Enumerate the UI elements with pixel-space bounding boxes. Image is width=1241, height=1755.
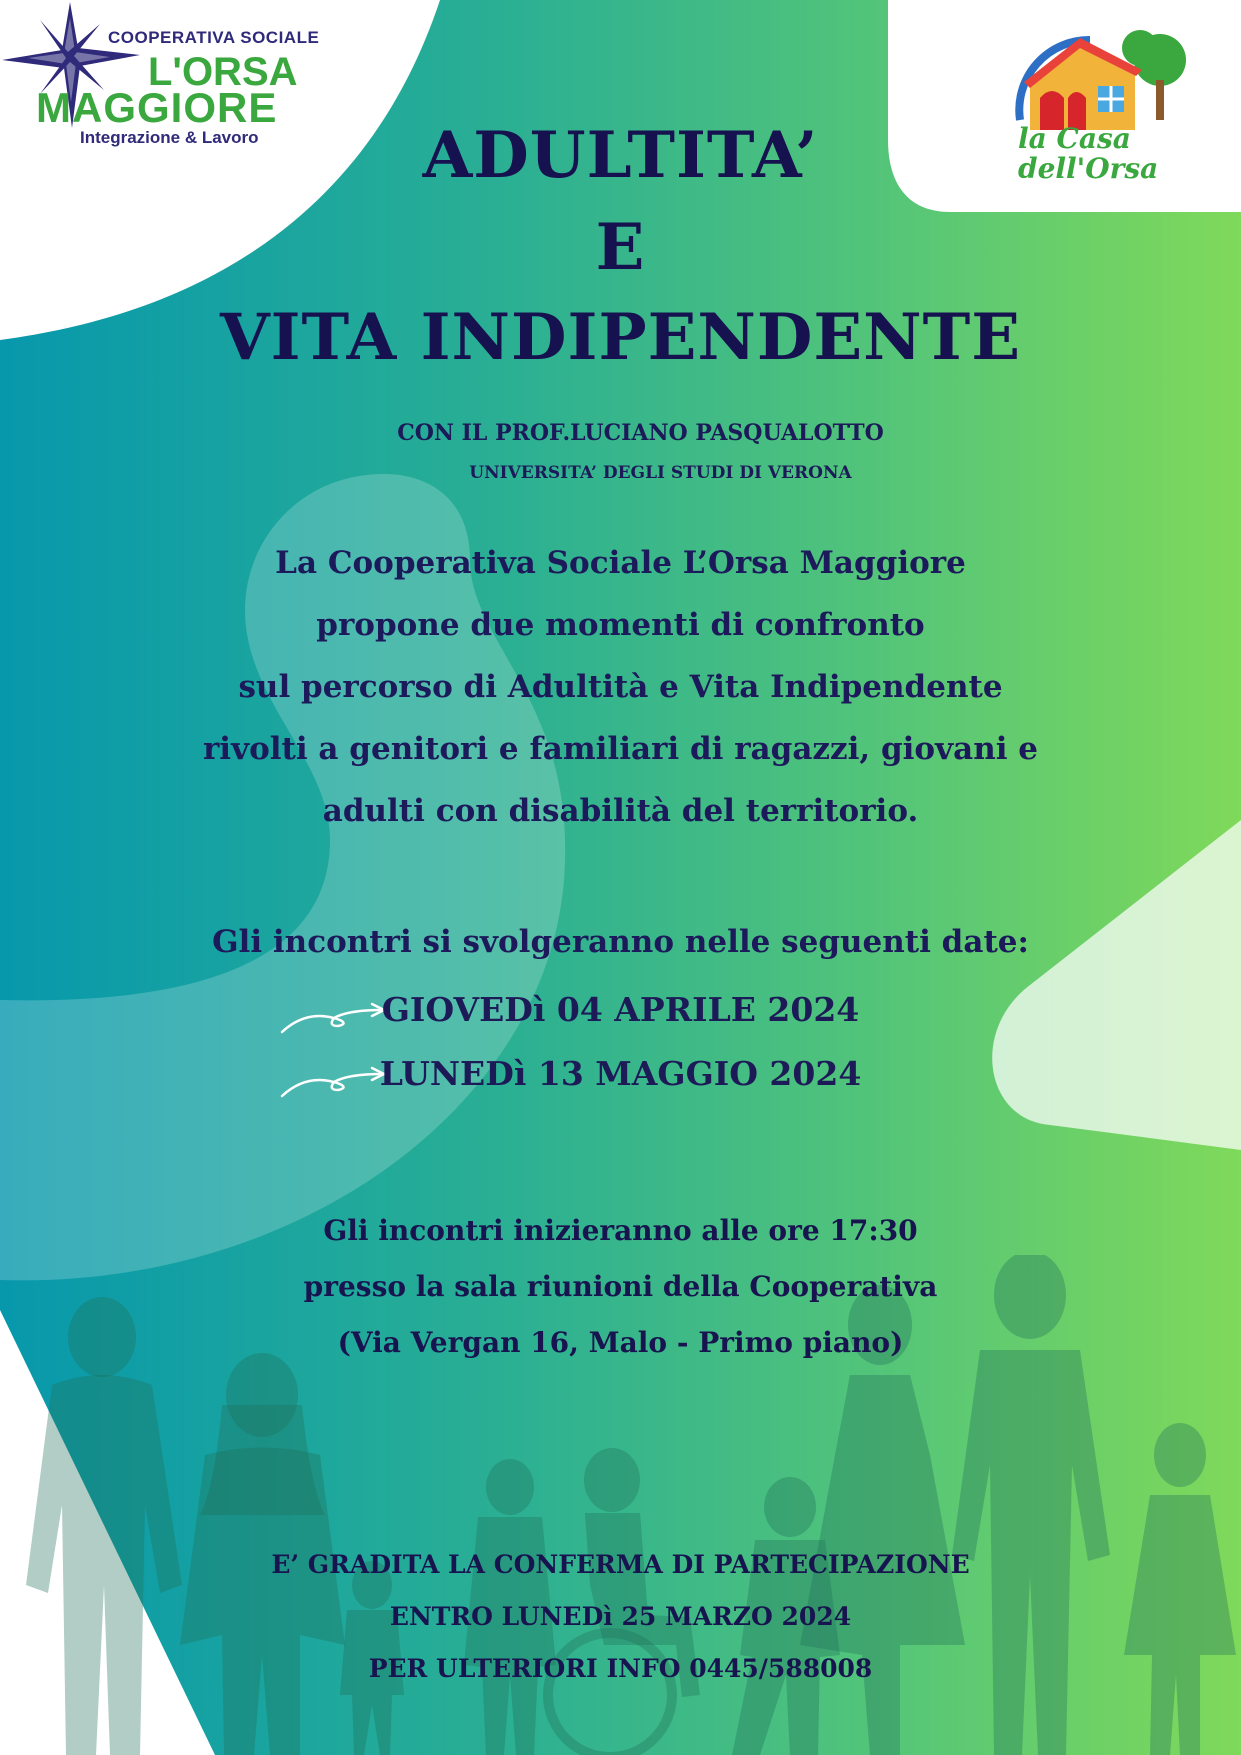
logo-left-line3: MAGGIORE <box>36 84 278 131</box>
logo-left-line4: Integrazione & Lavoro <box>80 128 259 147</box>
title-line-1: ADULTITA’ <box>422 118 819 193</box>
speaker-affiliation: UNIVERSITA’ DEGLI STUDI DI VERONA <box>469 463 852 483</box>
title-line-3: VITA INDIPENDENTE <box>219 300 1022 375</box>
logo-right-line1: la Casa <box>1018 122 1131 155</box>
date-item-1: GIOVEDì 04 APRILE 2024 <box>381 990 860 1029</box>
intro-line-1: La Cooperativa Sociale L’Orsa Maggiore <box>275 545 966 581</box>
intro-line-5: adulti con disabilità del territorio. <box>322 793 919 829</box>
footer-line-1: E’ GRADITA LA CONFERMA DI PARTECIPAZIONE <box>271 1550 970 1579</box>
logo-left-line2: L'ORSA <box>148 50 298 94</box>
intro-line-4: rivolti a genitori e familiari di ragazzi, giovani e <box>202 731 1039 767</box>
time-line-1: Gli incontri inizieranno alle ore 17:30 <box>323 1214 918 1247</box>
time-line-2: presso la sala riunioni della Cooperativa <box>303 1270 938 1303</box>
date-item-2: LUNEDì 13 MAGGIO 2024 <box>379 1054 862 1093</box>
title-line-2: E <box>595 210 646 285</box>
speaker-name: CON IL PROF.LUCIANO PASQUALOTTO <box>397 420 884 446</box>
intro-line-3: sul percorso di Adultità e Vita Indipendente <box>238 669 1003 705</box>
logo-left-line1: COOPERATIVA SOCIALE <box>108 28 320 47</box>
time-line-3: (Via Vergan 16, Malo - Primo piano) <box>337 1326 904 1359</box>
footer-line-2: ENTRO LUNEDì 25 MARZO 2024 <box>389 1602 852 1631</box>
intro-line-2: propone due momenti di confronto <box>316 607 925 643</box>
footer-line-3: PER ULTERIORI INFO 0445/588008 <box>368 1654 873 1683</box>
logo-right-line2: dell'Orsa <box>1018 152 1159 185</box>
dates-intro: Gli incontri si svolgeranno nelle seguenti date: <box>212 924 1029 960</box>
